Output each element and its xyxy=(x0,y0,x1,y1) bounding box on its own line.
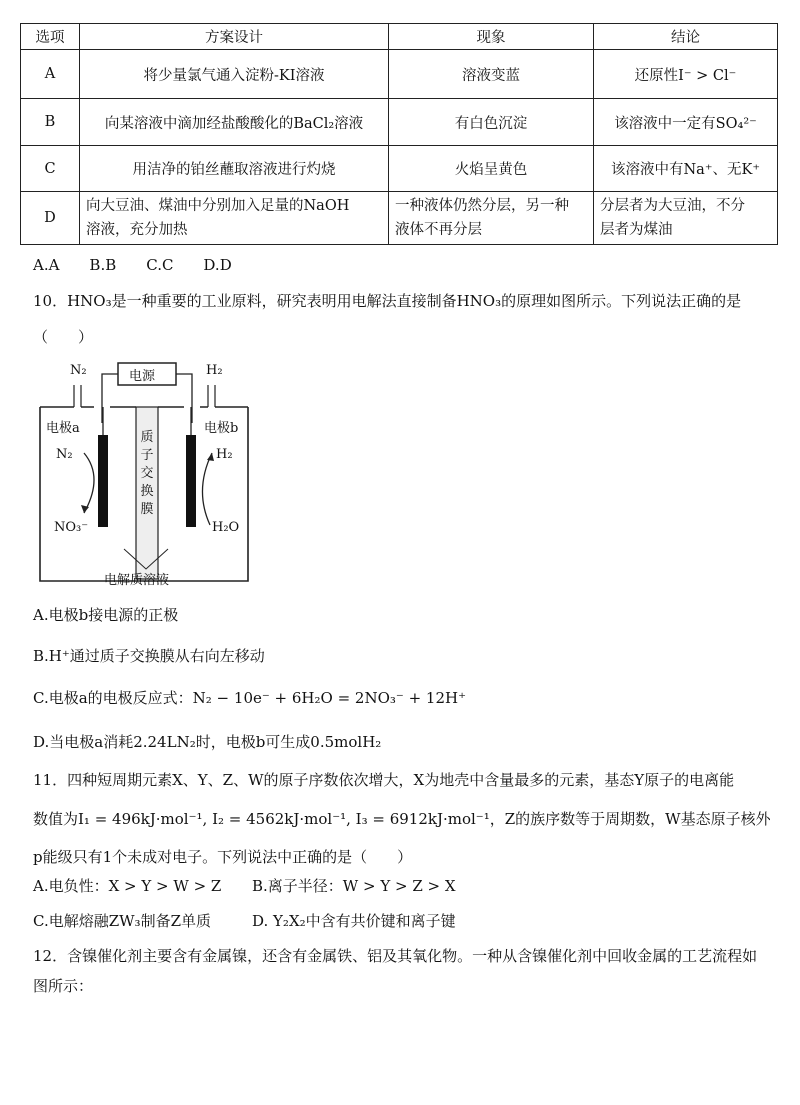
cell-design: 向某溶液中滴加经盐酸酸化的BaCl₂溶液 xyxy=(80,99,389,146)
q11-option-c: C.电解熔融ZW₃制备Z单质 xyxy=(33,912,211,930)
header-conclusion: 结论 xyxy=(594,24,778,50)
electrode-a-label: 电极a xyxy=(46,421,80,436)
header-phenomenon: 现象 xyxy=(389,24,594,50)
cell-option: A xyxy=(21,50,80,99)
cell-conclusion: 还原性I⁻ > Cl⁻ xyxy=(594,50,778,99)
cell-phenomenon: 火焰呈黄色 xyxy=(389,146,594,192)
cell-conclusion-line2: 层者为煤油 xyxy=(600,222,673,238)
cell-phenomenon-line2: 液体不再分层 xyxy=(395,222,482,238)
cell-phenomenon: 有白色沉淀 xyxy=(389,99,594,146)
cell-design-line1: 向大豆油、煤油中分别加入足量的NaOH xyxy=(86,198,350,214)
q10-stem-line1: 10．HNO₃是一种重要的工业原料，研究表明用电解法直接制备HNO₃的原理如图所示。下列说法正确的是 xyxy=(33,292,742,310)
q12-stem-line2: 图所示： xyxy=(33,977,94,995)
q9-answer-choices: A.A B.B C.C D.D xyxy=(33,256,232,274)
wire-right xyxy=(176,374,192,423)
electrolyte-label: 电解质溶液 xyxy=(104,573,170,588)
membrane-char: 膜 xyxy=(140,502,154,517)
cell-conclusion xyxy=(594,192,778,245)
q10-option-b: B.H⁺通过质子交换膜从右向左移动 xyxy=(33,647,265,665)
table-header-row xyxy=(21,24,778,50)
wire-left xyxy=(102,374,118,423)
cell-phenomenon: 溶液变蓝 xyxy=(389,50,594,99)
right-h2-label: H₂ xyxy=(216,447,233,462)
q11-stem-line1: 11．四种短周期元素X、Y、Z、W的原子序数依次增大，X为地壳中含量最多的元素，基态Y原子的电离能 xyxy=(33,771,735,789)
table-row xyxy=(21,192,778,245)
membrane-char: 换 xyxy=(140,484,154,499)
right-h2o-label: H₂O xyxy=(212,520,240,535)
q11-stem-line2: 数值为I₁ = 496kJ·mol⁻¹, I₂ = 4562kJ·mol⁻¹, I₃ = 6912kJ·mol⁻¹，Z的族序数等于周期数，W基态原子核外 xyxy=(33,810,771,828)
q10-option-d: D.当电极a消耗2.24LN₂时，电极b可生成0.5molH₂ xyxy=(33,733,382,751)
power-label: 电源 xyxy=(129,369,156,384)
membrane-char: 交 xyxy=(140,466,154,481)
membrane-label xyxy=(140,429,154,519)
electrode-b xyxy=(186,435,196,527)
electrode-a xyxy=(98,435,108,527)
cell-design: 用洁净的铂丝蘸取溶液进行灼烧 xyxy=(80,146,389,192)
h2-outlet-tube xyxy=(208,385,215,407)
membrane-char: 子 xyxy=(140,448,154,463)
membrane-char: 质 xyxy=(140,430,154,445)
n2-inlet-tube xyxy=(74,385,81,407)
q11-stem-line3: p能级只有1个未成对电子。下列说法中正确的是（ ） xyxy=(33,848,413,866)
table-row xyxy=(21,50,778,99)
cell-option: B xyxy=(21,99,80,146)
h2o-to-h2-arrow xyxy=(202,453,212,525)
cell-design xyxy=(80,192,389,245)
cell-design-line2: 溶液，充分加热 xyxy=(86,222,188,238)
h2-arrow-head xyxy=(207,453,214,461)
table-row xyxy=(21,99,778,146)
electrode-b-label: 电极b xyxy=(204,421,239,436)
q12-stem-line1: 12．含镍催化剂主要含有金属镍，还含有金属铁、铝及其氧化物。一种从含镍催化剂中回收金属的工艺流程如 xyxy=(33,947,758,965)
q11-option-a: A.电负性：X > Y > W > Z xyxy=(33,877,222,895)
cell-conclusion-line1: 分层者为大豆油，不分 xyxy=(600,198,745,214)
header-option: 选项 xyxy=(21,24,80,50)
left-no3-label: NO₃⁻ xyxy=(54,520,89,535)
options-table xyxy=(20,23,778,245)
electrolysis-diagram xyxy=(34,355,256,592)
left-n2-label: N₂ xyxy=(56,447,73,462)
cell-option: D xyxy=(21,192,80,245)
n2-to-no3-arrow xyxy=(84,453,94,513)
q10-stem-line2: （ ） xyxy=(33,328,94,346)
cell-conclusion: 该溶液中一定有SO₄²⁻ xyxy=(594,99,778,146)
q11-option-d: D. Y₂X₂中含有共价键和离子键 xyxy=(252,912,456,930)
h2-outlet-label: H₂ xyxy=(206,363,223,378)
q10-option-a: A.电极b接电源的正极 xyxy=(33,606,179,624)
q10-option-c: C.电极a的电极反应式：N₂ − 10e⁻ + 6H₂O = 2NO₃⁻ + 12H⁺ xyxy=(33,689,467,707)
cell-phenomenon-line1: 一种液体仍然分层，另一种 xyxy=(395,198,569,214)
cell-design: 将少量氯气通入淀粉-KI溶液 xyxy=(80,50,389,99)
table-row xyxy=(21,146,778,192)
cell-conclusion: 该溶液中有Na⁺、无K⁺ xyxy=(594,146,778,192)
q11-option-b: B.离子半径：W > Y > Z > X xyxy=(252,877,456,895)
n2-inlet-label: N₂ xyxy=(70,363,87,378)
cell-phenomenon xyxy=(389,192,594,245)
cell-option: C xyxy=(21,146,80,192)
header-design: 方案设计 xyxy=(80,24,389,50)
